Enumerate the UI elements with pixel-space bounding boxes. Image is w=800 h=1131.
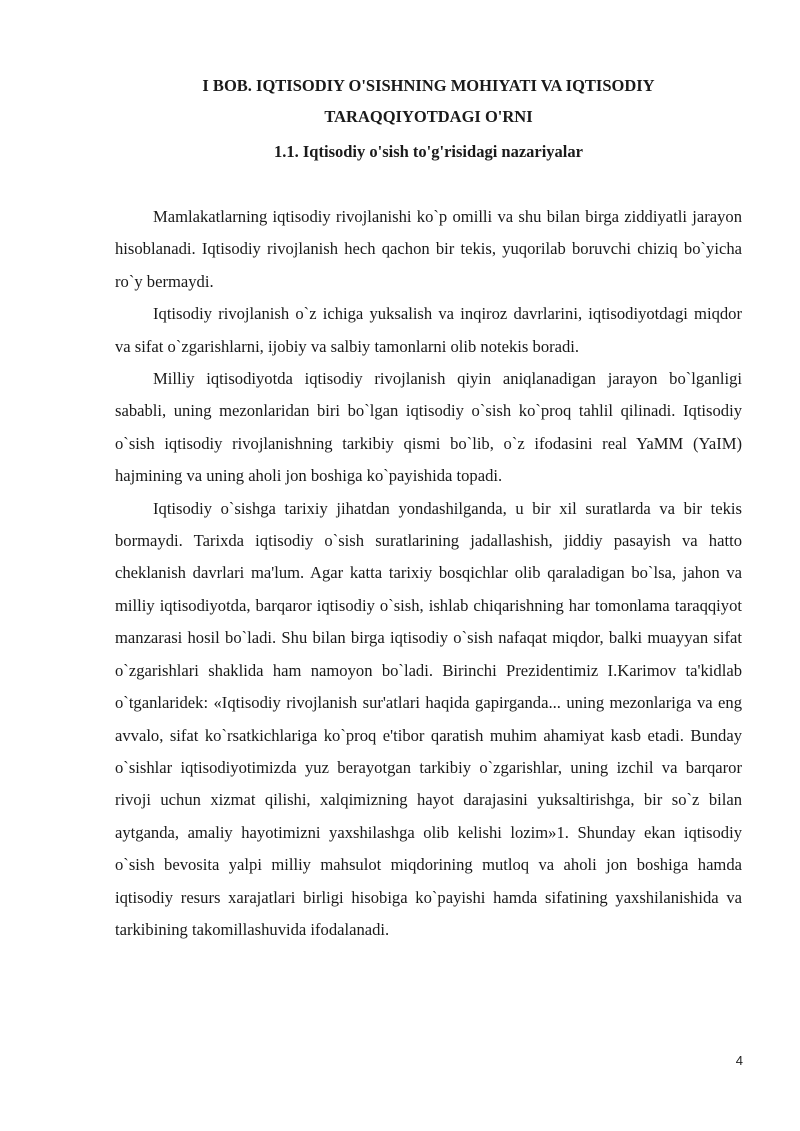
paragraph: Iqtisodiy rivojlanish o`z ichiga yuksalish va inqiroz davrlarini, iqtisodiyotdagi miqdor va sifat o`zgarishlarni, ijobiy va salbiy tamonlarni olib notekis boradi.: [115, 304, 742, 356]
chapter-title-line2: TARAQQIYOTDAGI O'RNI: [324, 107, 533, 126]
body-text: [115, 201, 742, 946]
paragraph: Mamlakatlarning iqtisodiy rivojlanishi ko`p omilli va shu bilan birga ziddiyatli jarayon hisoblanadi. Iqtisodiy rivojlanish hech qachon bir tekis, yuqorilab boruvchi chiziq bo`yicha ro`y bermaydi.: [115, 207, 742, 291]
paragraph: Milliy iqtisodiyotda iqtisodiy rivojlanish qiyin aniqlanadigan jarayon bo`lganligi sababli, uning mezonlaridan biri bo`lgan iqtisodiy o`sish ko`proq tahlil qilinadi. Iqtisodiy o`sish iqtisodiy rivojlanishning tarkibiy qismi bo`lib, o`z ifodasini real YaMM (YaIM) hajmining va uning aholi jon boshiga ko`payishida topadi.: [115, 369, 742, 486]
chapter-title-line1: I BOB. IQTISODIY O'SISHNING MOHIYATI VA IQTISODIY: [202, 76, 655, 95]
paragraph: Iqtisodiy o`sishga tarixiy jihatdan yondashilganda, u bir xil suratlarda va bir tekis bormaydi. Tarixda iqtisodiy o`sish suratlarining jadallashish, jiddiy pasayish va hatto cheklanish davrlari ma'lum. Agar katta tarixiy bosqichlar olib qaraladigan bo`lsa, jahon va milliy iqtisodiyotda, barqaror iqtisodiy o`sish, ishlab chiqarishning har tomonlama taraqqiyot manzarasi hosil bo`ladi. Shu bilan birga iqtisodiy o`sish nafaqat miqdor, balki muayyan sifat o`zgarishlari shaklida ham namoyon bo`ladi. Birinchi Prezidentimiz I.Karimov ta'kidlab o`tganlaridek: «Iqtisodiy rivojlanish sur'atlari haqida gapirganda... uning mezonlariga va eng avvalo, sifat ko`rsatkichlariga ko`proq e'tibor qaratish muhim ahamiyat kasb etadi. Bunday o`sishlar iqtisodiyotimizda yuz berayotgan tarkibiy o`zgarishlar, uning izchil va barqaror rivoji uchun xizmat qilishi, xalqimizning hayot darajasini yuksaltirishga, bir so`z bilan aytganda, amaliy hayotimizni yaxshilashga olib kelishi lozim»1. Shunday ekan iqtisodiy o`sish bevosita yalpi milliy mahsulot miqdorining mutloq va aholi jon boshiga hamda iqtisodiy resurs xarajatlari birligi hisobiga ko`payishi hamda sifatining yaxshilanishida va tarkibining takomillashuvida ifodalanadi.: [115, 498, 742, 939]
section-title: 1.1. Iqtisodiy o'sish to'g'risidagi nazariyalar: [274, 142, 583, 161]
page-number: 4: [735, 1053, 743, 1068]
